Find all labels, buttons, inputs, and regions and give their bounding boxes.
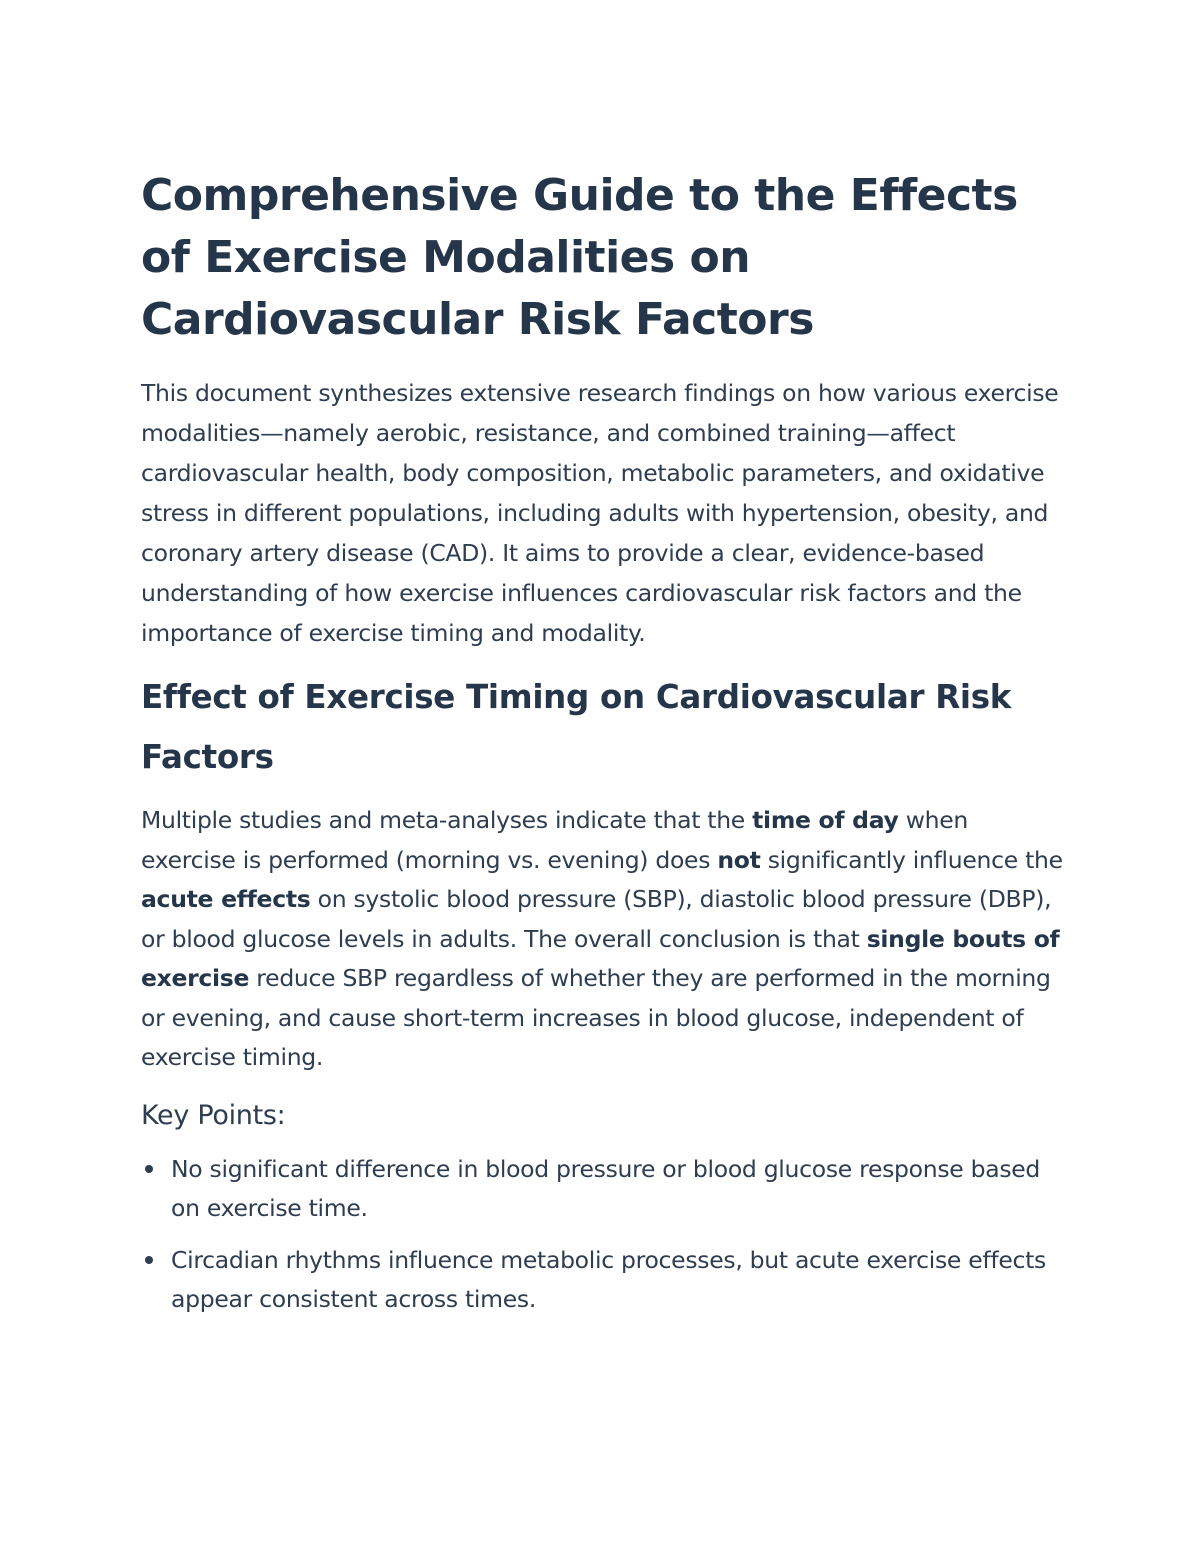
emphasis-time-of-day: time of day: [752, 806, 899, 834]
intro-paragraph: This document synthesizes extensive research findings on how various exercise modalities—namely aerobic, resistance, and combined training—affect cardiovascular health, body composition, metabolic parameters, and oxidative stress in different populations, including adults with hypertension, obesity, and coronary artery disease (CAD). It aims to provide a clear, evidence-based understanding of how exercise influences cardiovascular risk factors and the importance of exercise timing and modality.: [141, 379, 1059, 647]
list-item: [141, 1241, 1066, 1320]
bullet-icon: [145, 1256, 153, 1264]
paragraph-text: on systolic blood pressure (SBP), diastolic blood pressure (DBP), or blood glucose levels in adults. The overall conclusion is that: [141, 885, 1052, 953]
paragraph-text: when exercise is performed (morning vs. evening) does: [141, 806, 968, 874]
emphasis-single-bouts: single bouts of exercise: [141, 924, 1060, 992]
section-heading: Effect of Exercise Timing on Cardiovascular Risk Factors: [141, 678, 1012, 776]
document-title: Comprehensive Guide to the Effects of Exercise Modalities on Cardiovascular Risk Factors: [141, 170, 1018, 345]
emphasis-acute-effects: acute effects: [141, 885, 311, 913]
paragraph-text: Multiple studies and meta-analyses indicate that the: [141, 806, 753, 834]
key-points-list: [141, 1150, 1066, 1320]
bullet-icon: [145, 1165, 153, 1173]
list-item: [141, 1150, 1066, 1229]
list-item-text: No significant difference in blood pressure or blood glucose response based on exercise time.: [171, 1154, 1041, 1222]
emphasis-not: not: [717, 845, 761, 874]
section-paragraph: [141, 801, 1066, 1078]
paragraph-text: significantly influence the: [760, 845, 1063, 874]
paragraph-text: reduce SBP regardless of whether they are performed in the morning or evening, and cause short-term increases in blood glucose, independent of exercise timing.: [141, 964, 1051, 1071]
document-page: [141, 165, 1066, 1332]
key-points-heading: Key Points:: [141, 1099, 286, 1131]
list-item-text: Circadian rhythms influence metabolic processes, but acute exercise effects appear consistent across times.: [171, 1245, 1046, 1313]
